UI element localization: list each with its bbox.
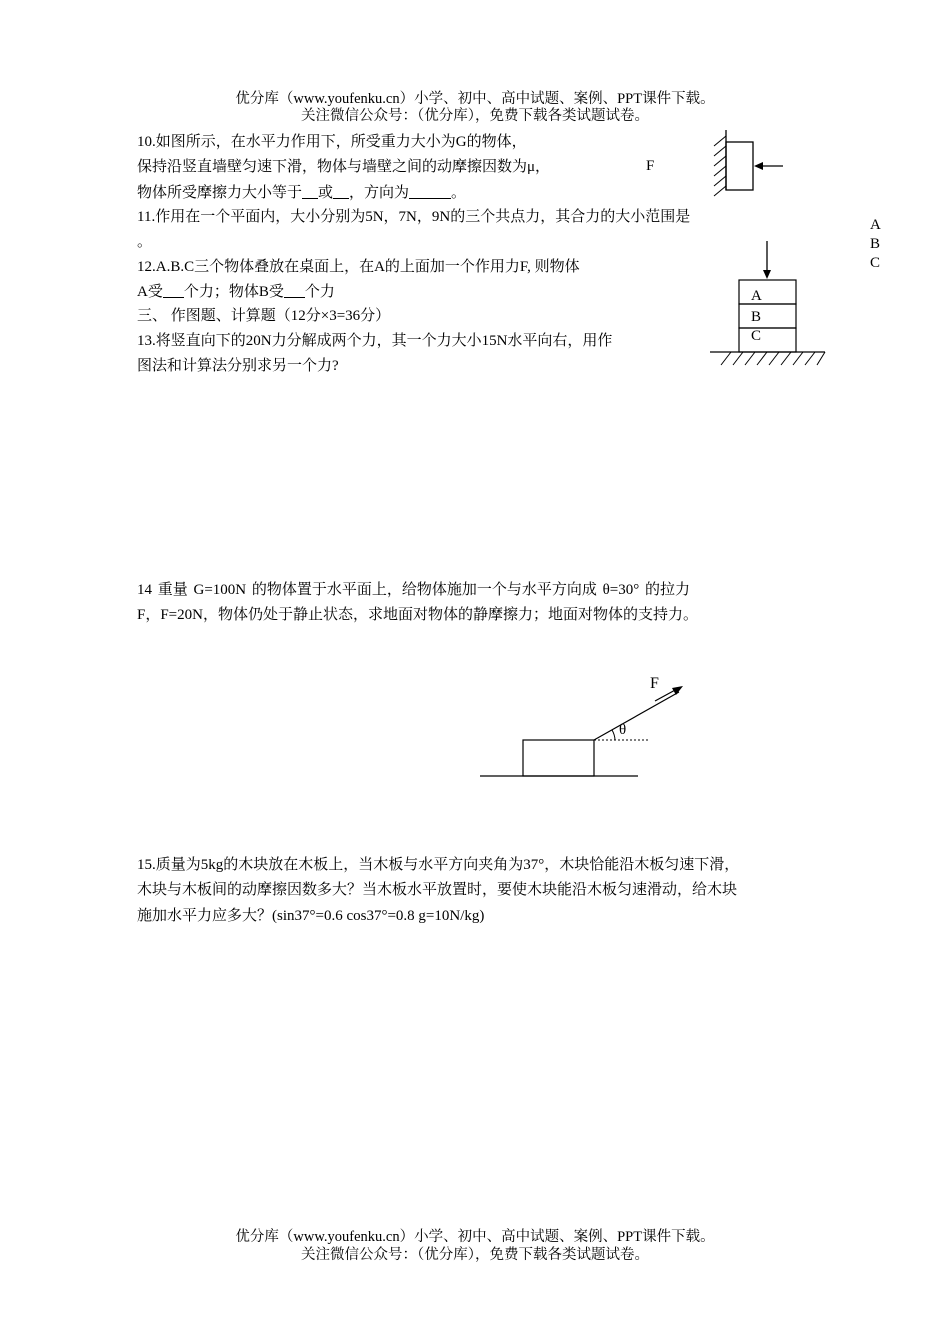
table-hatching [721, 352, 825, 365]
q10-arrowhead [754, 162, 763, 170]
q10-line-1: 10.如图所示，在水平力作用下，所受重力大小为G的物体， [137, 134, 527, 150]
q12-blank-1 [163, 283, 184, 298]
side-label-b: B [870, 236, 881, 252]
q11-line-1: 11.作用在一个平面内，大小分别为5N，7N，9N的三个共点力，其合力的大小范围是 [137, 209, 691, 225]
block-a [739, 280, 796, 304]
q10-wall-diagram [705, 128, 795, 198]
q12-text-c: 个力 [304, 284, 335, 300]
side-label-a: A [870, 217, 881, 233]
block-b [739, 304, 796, 328]
q14-arrowhead-layer [655, 680, 695, 710]
q15-line-1: 15.质量为5kg的木块放在木板上，当木板与水平方向夹角为37°，木块恰能沿木板匀速下滑， [137, 857, 740, 873]
q14-line-1: 14 重量 G=100N 的物体置于水平面上，给物体施加一个与水平方向成 θ=30° 的拉力 [137, 582, 691, 598]
angle-arc [612, 730, 615, 740]
q14-incline-force-diagram [475, 670, 659, 785]
q10-blank-3 [409, 184, 451, 199]
q12-stack-diagram [705, 238, 830, 373]
q14-arrowhead [672, 686, 683, 695]
q14-force-label: F [650, 675, 659, 692]
q10-force-label: F [646, 158, 655, 174]
q13-line-2: 图法和计算法分别求另一个力? [137, 358, 339, 374]
q15-line-3: 施加水平力应多大？(sin37°=0.6 cos37°=0.8 g=10N/kg) [137, 908, 485, 924]
q11-line-2: 。 [137, 234, 153, 250]
q15-line-2: 木块与木板间的动摩擦因数多大？当木板水平放置时，要使木块能沿木板匀速滑动，给木块 [137, 882, 738, 898]
block-c-label: C [751, 328, 762, 344]
q10-block [726, 142, 753, 190]
wall-hatching [714, 136, 726, 196]
q10-text-b: 或 [318, 185, 334, 201]
q10-text-d: 。 [451, 185, 467, 201]
q12-blank-2 [284, 283, 305, 298]
q12-line-1: 12.A.B.C三个物体叠放在桌面上，在A的上面加一个作用力F, 则物体 [137, 259, 580, 275]
q14-line-2: F，F=20N，物体仍处于静止状态，求地面对物体的静摩擦力；地面对物体的支持力。 [137, 607, 698, 623]
q10-line-2: 保持沿竖直墙壁匀速下滑，物体与墙壁之间的动摩擦因数为μ， [137, 159, 551, 175]
q12-text-a: A受 [137, 284, 163, 300]
footer-line-1: 优分库（www.youfenku.cn）小学、初中、高中试题、案例、PPT课件下载。 [235, 1229, 715, 1245]
q14-block [523, 740, 594, 776]
q12-text-b: 个力；物体B受 [183, 284, 284, 300]
footer-line-2: 关注微信公众号：（优分库），免费下载各类试题试卷。 [301, 1247, 649, 1263]
q10-text-c: ，方向为 [349, 185, 410, 201]
block-b-label: B [751, 309, 762, 325]
q10-blank-1 [302, 184, 318, 199]
header-line-2: 关注微信公众号：（优分库），免费下载各类试题试卷。 [301, 108, 649, 124]
q12-line-2 [137, 282, 335, 302]
section-3-title: 三、 作图题、计算题（12分×3=36分） [137, 308, 391, 324]
q10-line-3 [137, 183, 466, 203]
q12-arrowhead [763, 270, 771, 279]
q14-angle-label: θ [619, 722, 627, 738]
q10-text-a: 物体所受摩擦力大小等于 [137, 185, 303, 201]
header-line-1: 优分库（www.youfenku.cn）小学、初中、高中试题、案例、PPT课件下载。 [235, 91, 715, 107]
block-c [739, 328, 796, 352]
side-label-c: C [870, 255, 881, 271]
q10-blank-2 [333, 184, 349, 199]
q13-line-1: 13.将竖直向下的20N力分解成两个力，其一个力大小15N水平向右，用作 [137, 333, 613, 349]
block-a-label: A [751, 288, 762, 304]
